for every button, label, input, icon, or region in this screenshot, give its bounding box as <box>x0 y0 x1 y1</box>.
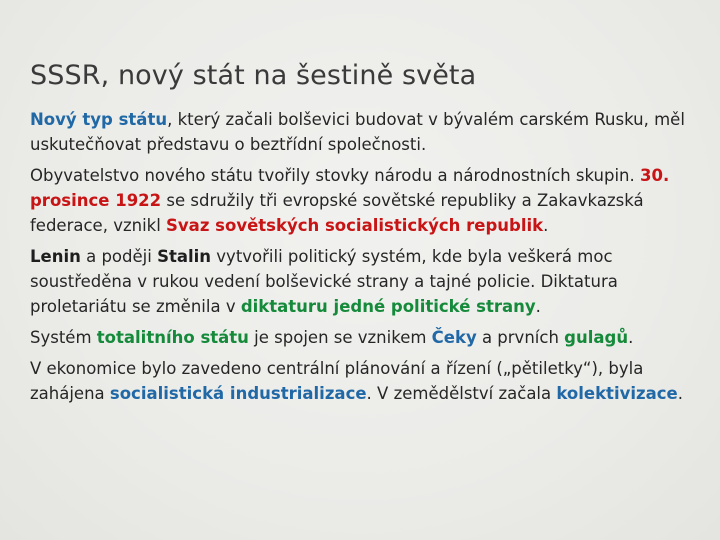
term-ussr: Svaz sovětských socialistických republik <box>166 216 544 235</box>
term-totalitarian-state: totalitního státu <box>96 328 249 347</box>
paragraph-new-state <box>30 107 702 157</box>
date-ussr-founding: 30. prosince 1922 <box>30 166 670 210</box>
term-gulags: gulagů <box>564 328 629 347</box>
paragraph-text: , který začali bolševici budovat v bývalém carském Rusku, měl uskutečňovat představu o beztřídní společnosti. <box>30 110 685 154</box>
paragraph-text: V ekonomice bylo zavedeno centrální plánování a řízení („pětiletky“), byla zahájena <box>30 359 644 403</box>
paragraph-text: Obyvatelstvo nového státu tvořily stovky národu a národnostních skupin. <box>30 166 641 185</box>
term-new-state-type: Nový typ státu <box>30 110 168 129</box>
slide-body <box>30 107 702 412</box>
term-industrialization: socialistická industrializace <box>109 384 367 403</box>
paragraph-population <box>30 163 702 238</box>
paragraph-text: . V zemědělství začala <box>366 384 557 403</box>
paragraph-text: . <box>535 297 541 316</box>
paragraph-text: . <box>628 328 634 347</box>
paragraph-text: se sdružily tři evropské sovětské republiky a Zakavkazská federace, vznikl <box>30 191 644 235</box>
paragraph-text: a prvních <box>476 328 565 347</box>
paragraph-text: je spojen se vznikem <box>248 328 432 347</box>
term-one-party-dictatorship: diktaturu jedné politické strany <box>240 297 536 316</box>
paragraph-text: . <box>677 384 683 403</box>
paragraph-text: Systém <box>30 328 97 347</box>
name-lenin: Lenin <box>30 247 81 266</box>
paragraph-totalitarian <box>30 325 702 350</box>
term-collectivization: kolektivizace <box>556 384 678 403</box>
slide-title: SSSR, nový stát na šestině světa <box>30 60 477 91</box>
term-cheka: Čeky <box>431 328 477 347</box>
paragraph-text: vytvořili politický systém, kde byla veškerá moc soustředěna v rukou vedení bolševické strany a tajné policie. Diktatura proletariátu se změnila v <box>30 247 618 316</box>
paragraph-economy <box>30 356 702 406</box>
paragraph-text: . <box>543 216 549 235</box>
paragraph-political-system <box>30 244 702 319</box>
paragraph-text: a poději <box>80 247 158 266</box>
name-stalin: Stalin <box>157 247 212 266</box>
